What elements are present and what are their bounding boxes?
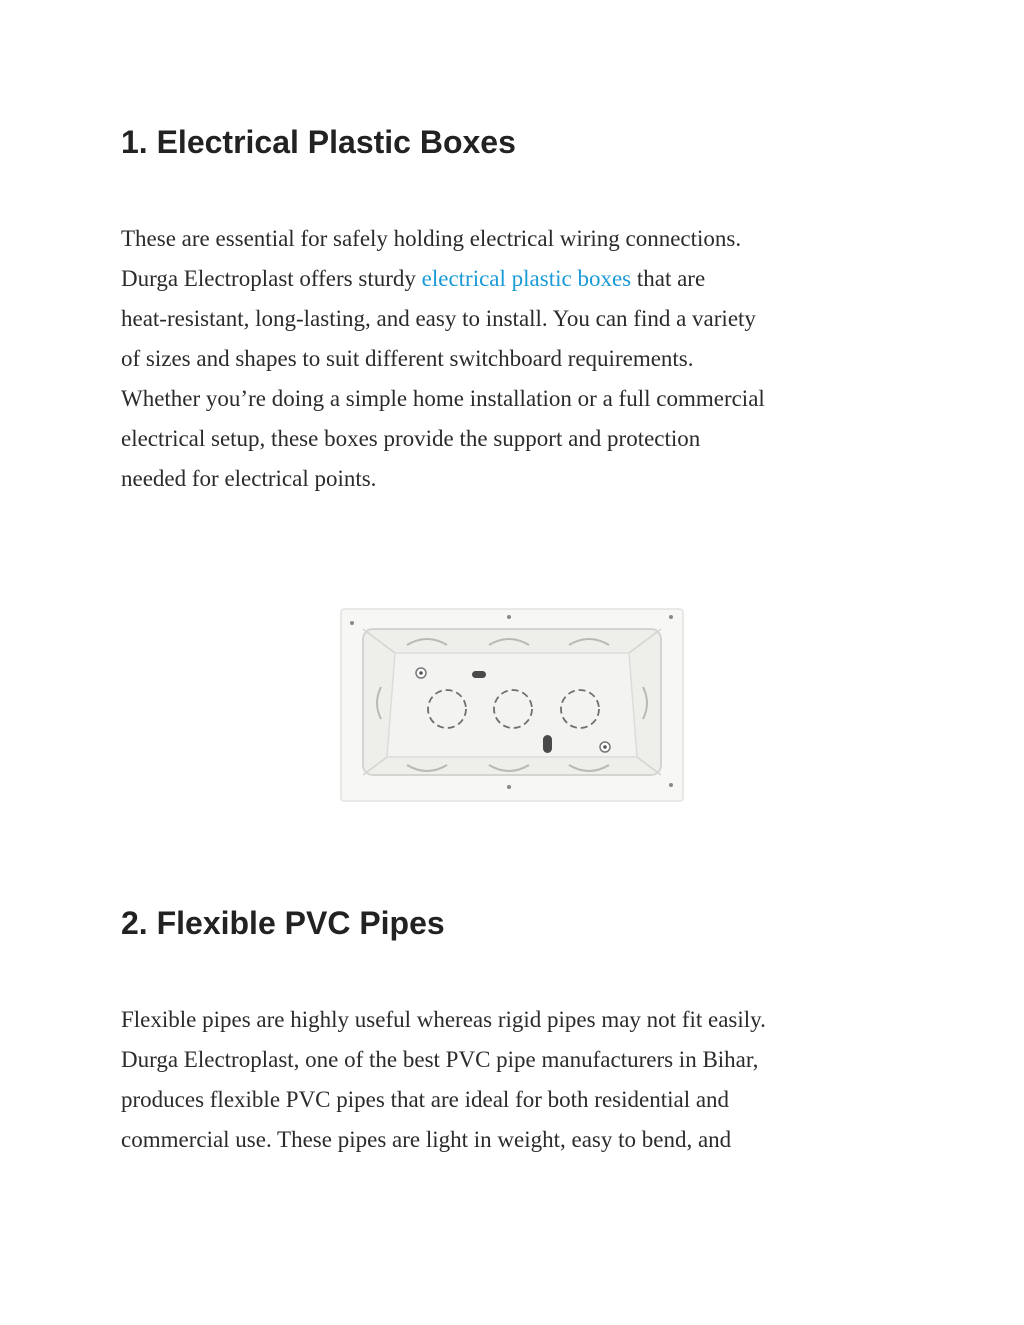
paragraph-line: electrical setup, these boxes provide the support and protection	[121, 426, 701, 451]
electrical-plastic-boxes-link[interactable]: electrical plastic boxes	[421, 266, 632, 291]
paragraph-line-with-link	[121, 259, 911, 299]
paragraph-line: These are essential for safely holding electrical wiring connections.	[121, 226, 742, 251]
paragraph-text: Durga Electroplast offers sturdy	[121, 266, 422, 291]
section-heading-electrical-plastic-boxes: 1. Electrical Plastic Boxes	[121, 124, 516, 160]
paragraph-line: commercial use. These pipes are light in weight, easy to bend, and	[121, 1127, 732, 1152]
section-paragraph-flexible-pvc-pipes	[121, 1000, 911, 1160]
electrical-plastic-box-image	[337, 605, 687, 805]
section-paragraph-electrical-plastic-boxes	[121, 219, 911, 499]
electrical-box-illustration	[337, 605, 687, 805]
paragraph-line: of sizes and shapes to suit different switchboard requirements.	[121, 346, 694, 371]
paragraph-line: needed for electrical points.	[121, 466, 377, 491]
paragraph-line: Whether you’re doing a simple home installation or a full commercial	[121, 386, 765, 411]
paragraph-line: Durga Electroplast, one of the best PVC pipe manufacturers in Bihar,	[121, 1047, 759, 1072]
paragraph-line: Flexible pipes are highly useful whereas rigid pipes may not fit easily.	[121, 1007, 766, 1032]
paragraph-line: heat-resistant, long-lasting, and easy to install. You can find a variety	[121, 306, 756, 331]
paragraph-text: that are	[631, 266, 706, 291]
paragraph-line: produces flexible PVC pipes that are ideal for both residential and	[121, 1087, 730, 1112]
section-heading-flexible-pvc-pipes: 2. Flexible PVC Pipes	[121, 905, 445, 941]
